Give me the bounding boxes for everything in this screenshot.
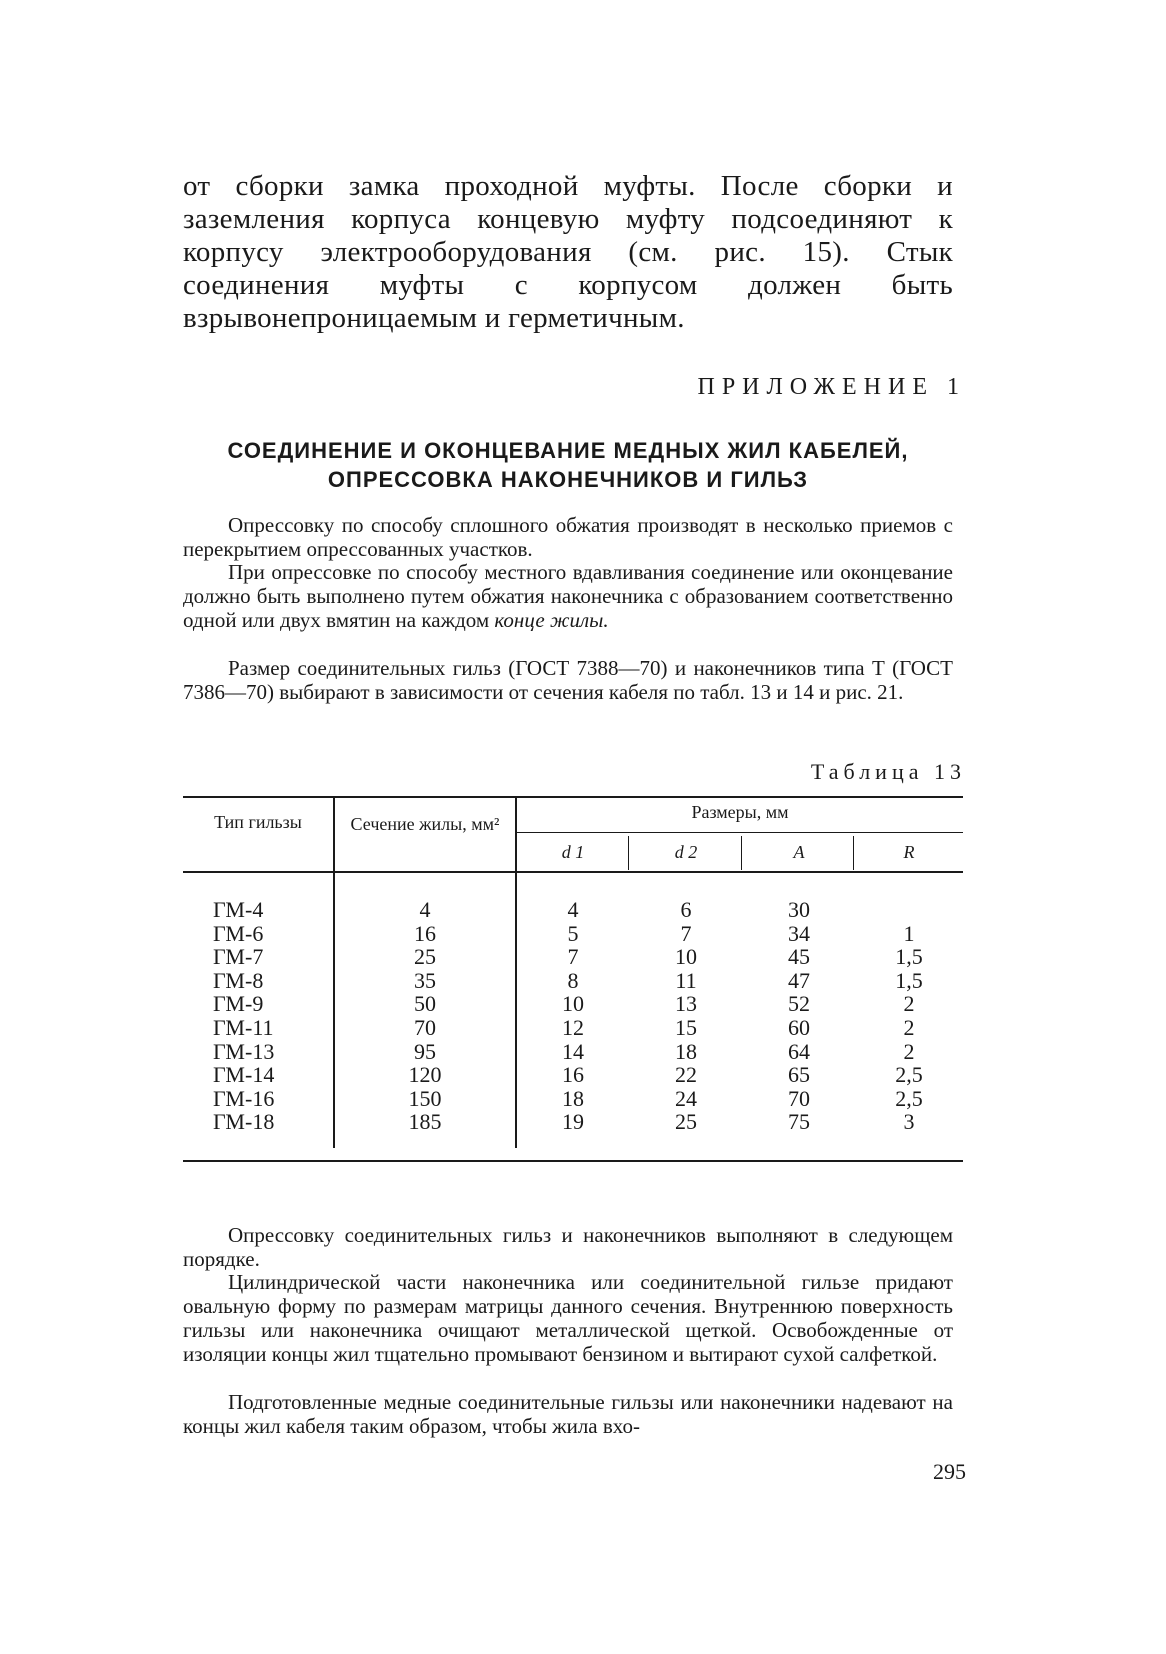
cell-d1: 7	[567, 944, 579, 970]
cell-d2: 13	[675, 991, 697, 1017]
cell-d1: 4	[567, 897, 579, 922]
table-row	[183, 898, 963, 922]
cell-d1: 18	[562, 1085, 584, 1111]
paragraph-2	[183, 560, 953, 632]
header-r: R	[903, 842, 915, 862]
table-row	[183, 969, 963, 993]
page-number: 295	[933, 1459, 966, 1484]
table-top-rule	[183, 796, 963, 798]
cell-section: 25	[414, 944, 436, 970]
cell-d2: 18	[675, 1038, 697, 1064]
table-header-rule	[183, 871, 963, 873]
cell-type: ГМ-18	[213, 1109, 275, 1135]
cell-type: ГМ-14	[213, 1062, 275, 1088]
cell-r: 1,5	[895, 944, 923, 970]
cell-type: ГМ-13	[213, 1038, 275, 1064]
cell-d2: 6	[680, 897, 692, 922]
cell-section: 70	[414, 1014, 436, 1040]
header-d1: d 1	[561, 842, 585, 862]
section-title-line-1: СОЕДИНЕНИЕ И ОКОНЦЕВАНИЕ МЕДНЫХ ЖИЛ КАБЕЛЕЙ,	[227, 438, 909, 463]
cell-a: 60	[788, 1014, 810, 1040]
cell-d1: 10	[562, 991, 584, 1017]
cell-r: 1	[903, 920, 915, 946]
table-row	[183, 1040, 963, 1064]
cell-a: 52	[788, 991, 810, 1017]
cell-r: 2,5	[895, 1062, 923, 1088]
paragraph-3: Размер соединительных гильз (ГОСТ 7388—70) и наконечников типа Т (ГОСТ 7386—70) выбирают в зависимости от сечения кабеля по табл. 13 и 14 и рис. 21.	[183, 656, 953, 704]
cell-section: 185	[408, 1109, 442, 1135]
table-row	[183, 922, 963, 946]
section-title	[183, 436, 953, 494]
paragraph-4: Опрессовку соединительных гильз и наконечников выполняют в следующем порядке.	[183, 1223, 953, 1271]
cell-d1: 16	[562, 1062, 584, 1088]
cell-d2: 22	[675, 1062, 697, 1088]
cell-a: 75	[788, 1109, 810, 1135]
cell-a: 47	[788, 967, 810, 993]
paragraph-2-text: При опрессовке по способу местного вдавливания соединение или оконцевание должно быть выполнено путем обжатия наконечника с образованием соответственно одной или двух вмятин на каждом	[183, 560, 953, 632]
table-row	[183, 945, 963, 969]
intro-paragraph: от сборки замка проходной муфты. После сборки и заземления корпуса концевую муфту подсоединяют к корпусу электрооборудования (см. рис. 15). Стык соединения муфты с корпусом должен быть взрывонепроницаемым и герметичным.	[183, 170, 953, 334]
cell-d2: 10	[675, 944, 697, 970]
cell-type: ГМ-6	[213, 920, 264, 946]
header-a: A	[793, 842, 805, 862]
table-row	[183, 1087, 963, 1111]
cell-section: 4	[419, 897, 431, 922]
cell-a: 70	[788, 1085, 810, 1111]
cell-d1: 14	[562, 1038, 584, 1064]
cell-a: 65	[788, 1062, 810, 1088]
cell-d1: 12	[562, 1014, 584, 1040]
paragraph-2-italic: конце жилы.	[494, 608, 609, 632]
cell-section: 150	[408, 1085, 442, 1111]
cell-r: 2	[903, 1014, 915, 1040]
cell-a: 30	[788, 897, 810, 922]
cell-d2: 11	[675, 967, 697, 993]
header-d2: d 2	[674, 842, 698, 862]
cell-d2: 7	[680, 920, 692, 946]
cell-a: 45	[788, 944, 810, 970]
cell-type: ГМ-16	[213, 1085, 275, 1111]
table-row	[183, 1063, 963, 1087]
cell-a: 34	[788, 920, 810, 946]
paragraph-5: Цилиндрической части наконечника или соединительной гильзе придают овальную форму по размерам матрицы данного сечения. Внутреннюю поверхность гильзы или наконечника очищают металлической щеткой. Освобожденные от изоляции концы жил тщательно промывают бензином и вытирают сухой салфеткой.	[183, 1270, 953, 1366]
cell-r: 1,5	[895, 967, 923, 993]
cell-r: 2,5	[895, 1085, 923, 1111]
appendix-label: ПРИЛОЖЕНИЕ 1	[697, 374, 966, 400]
paragraph-6: Подготовленные медные соединительные гильзы или наконечники надевают на концы жил кабеля таким образом, чтобы жила вхо-	[183, 1390, 953, 1438]
table-bottom-rule	[183, 1160, 963, 1162]
cell-section: 120	[408, 1062, 442, 1088]
cell-d1: 8	[567, 967, 579, 993]
header-dimensions: Размеры, мм	[691, 802, 789, 822]
table-caption: Таблица 13	[810, 759, 966, 784]
cell-r: 2	[903, 991, 915, 1017]
cell-r: 3	[903, 1109, 915, 1135]
cell-section: 35	[414, 967, 436, 993]
section-title-line-2: ОПРЕССОВКА НАКОНЕЧНИКОВ И ГИЛЬЗ	[327, 467, 809, 492]
paragraph-1: Опрессовку по способу сплошного обжатия производят в несколько приемов с перекрытием опрессованных участков.	[183, 513, 953, 561]
cell-type: ГМ-7	[213, 944, 264, 970]
cell-type: ГМ-11	[213, 1014, 274, 1040]
cell-d1: 5	[567, 920, 579, 946]
cell-a: 64	[788, 1038, 810, 1064]
cell-type: ГМ-4	[213, 897, 264, 922]
cell-type: ГМ-9	[213, 991, 264, 1017]
table-body	[183, 898, 963, 1134]
cell-r: 2	[903, 1038, 915, 1064]
cell-type: ГМ-8	[213, 967, 264, 993]
table-subheader-rule	[515, 832, 963, 833]
table-row	[183, 1016, 963, 1040]
table-row	[183, 1110, 963, 1134]
cell-section: 95	[414, 1038, 436, 1064]
cell-section: 50	[414, 991, 436, 1017]
cell-section: 16	[414, 920, 436, 946]
header-type: Тип гильзы	[214, 812, 302, 832]
cell-d2: 25	[675, 1109, 697, 1135]
cell-d2: 24	[675, 1085, 697, 1111]
header-section: Сечение жилы, мм²	[350, 814, 500, 834]
table-row	[183, 992, 963, 1016]
cell-d2: 15	[675, 1014, 697, 1040]
cell-d1: 19	[562, 1109, 584, 1135]
